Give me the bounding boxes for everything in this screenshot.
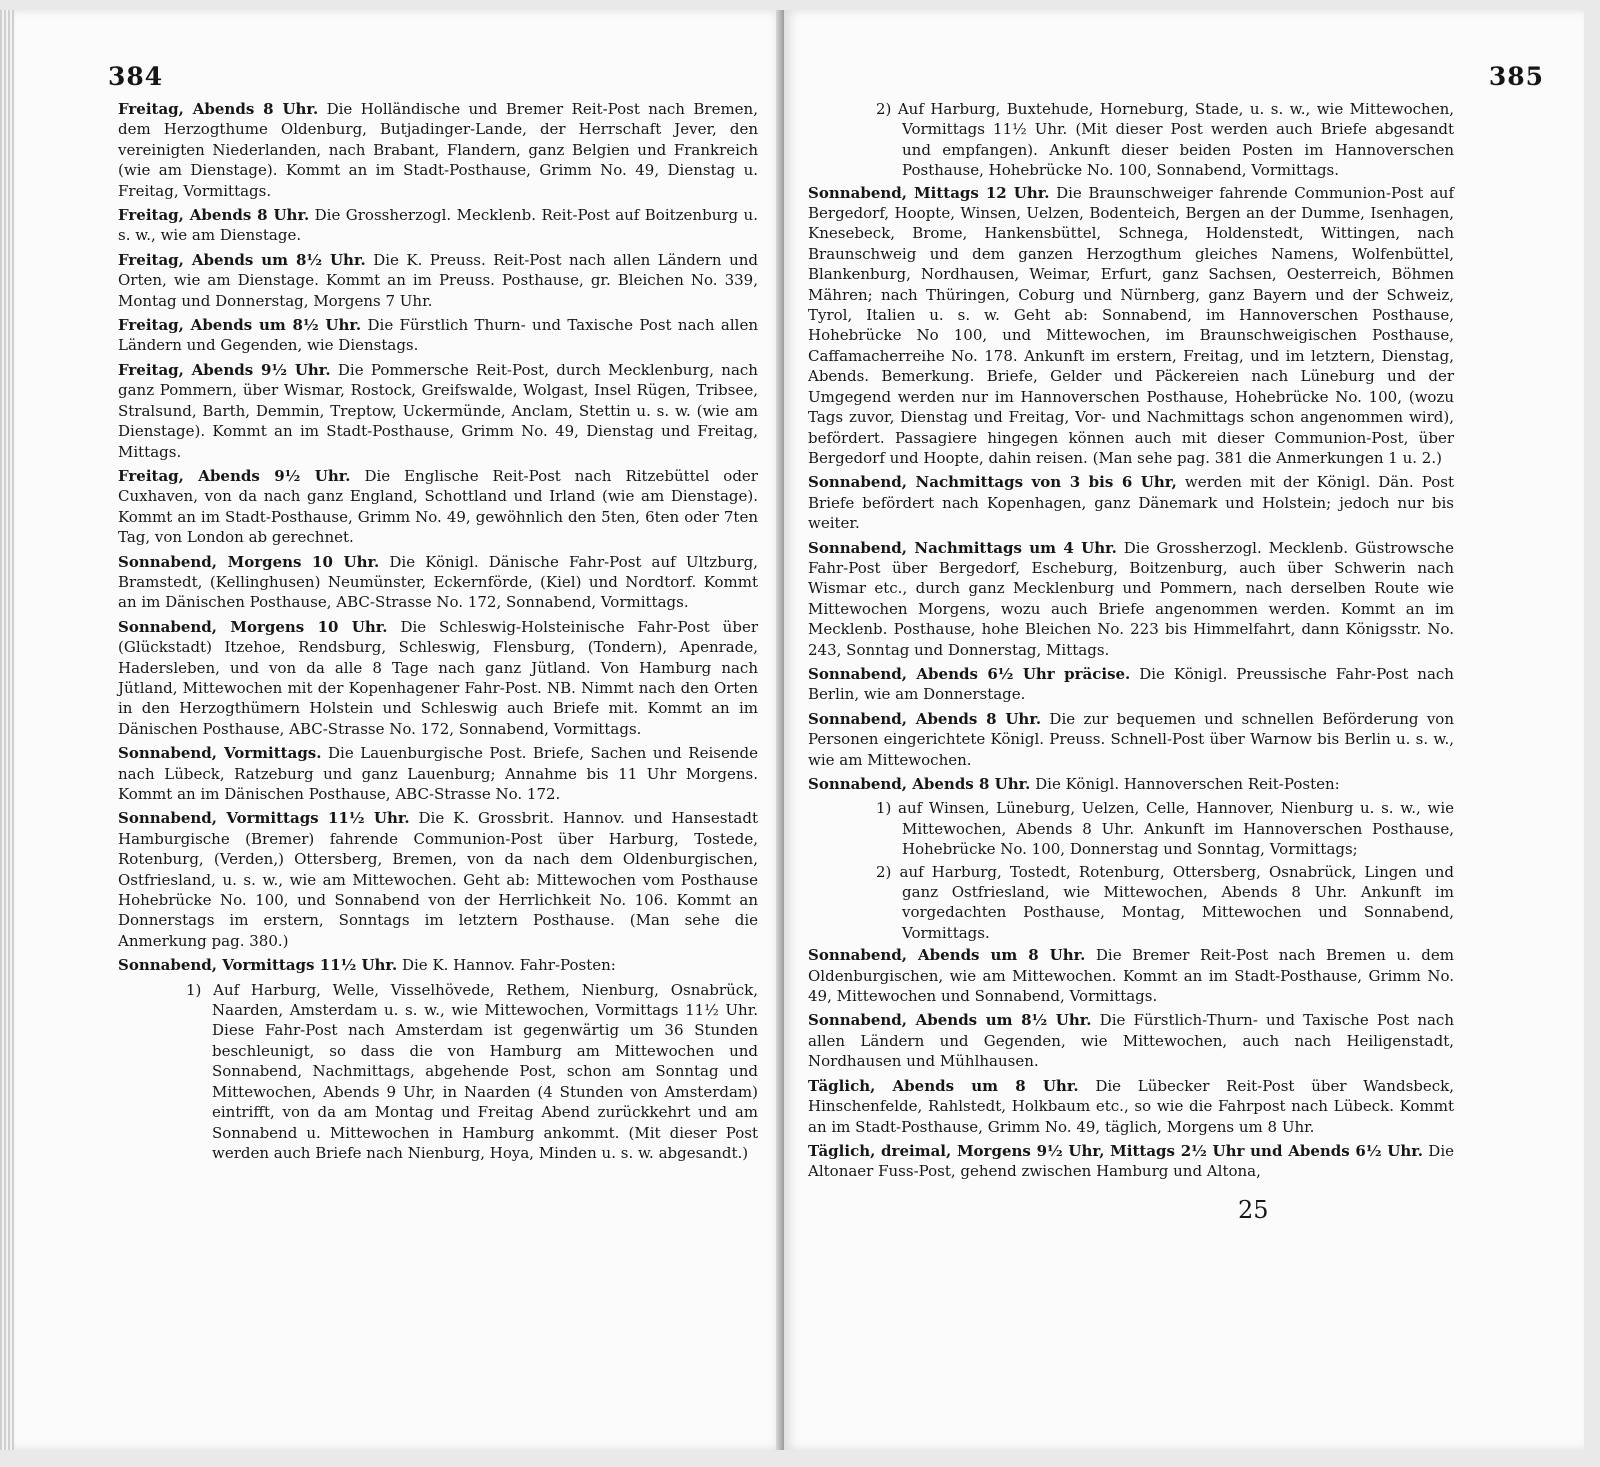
- schedule-entry: [118, 466, 758, 548]
- entry-time: Sonnabend, Abends 6½ Uhr präcise.: [808, 664, 1131, 683]
- schedule-entry: [808, 538, 1454, 660]
- page-number: 385: [1488, 62, 1544, 91]
- entry-text: Die Lauenburgische Post. Briefe, Sachen und Reisende nach Lübeck, Ratzeburg und ganz Lauenburg; Annahme bis 11 Uhr Morgens. Kommt an im Dänischen Posthause, ABC-Strasse No. 172.: [118, 744, 758, 803]
- entry-text: Die Englische Reit-Post nach Ritzebüttel oder Cuxhaven, von da nach ganz England, Schottland und Irland (wie am Dienstage). Kommt an im Stadt-Posthause, Grimm No. 49, gewöhnlich den 5ten, 6ten oder 7ten Tag, von London ab gerechnet.: [118, 466, 758, 547]
- entry-text: Die Bremer Reit-Post nach Bremen u. dem Oldenburgischen, wie am Mittewochen. Kommt an im Stadt-Posthause, Grimm No. 49, Mittewochen und Sonnabend, Vormittags.: [808, 946, 1454, 1006]
- schedule-entry: [808, 664, 1454, 705]
- entry-text: werden mit der Königl. Dän. Post Briefe befördert nach Kopenhagen, ganz Dänemark und Holstein; jedoch nur bis weiter.: [808, 473, 1454, 533]
- schedule-entry: [118, 250, 758, 311]
- entry-time: Freitag, Abends 9½ Uhr.: [118, 360, 331, 379]
- entry-text: Die Königl. Dänische Fahr-Post auf Ultzburg, Bramstedt, (Kellinghusen) Neumünster, Eckernförde, (Kiel) und Nordtorf. Kommt an im Dänischen Posthause, ABC-Strasse No. 172, Sonnabend, Vormittags.: [118, 552, 758, 612]
- entry-text: Die Braunschweiger fahrende Communion-Post auf Bergedorf, Hoopte, Winsen, Uelzen, Bodenteich, Bergen an der Dumme, Isenhagen, Knesebeck, Brome, Hankensbüttel, Schnega, Holdenstedt, Wittingen, nach Braunschweig und dem ganzen Herzogthum gleiches Namens, Wolfenbüttel, Blankenburg, Nordhausen, Weimar, Erfurt, ganz Sachsen, Oesterreich, Böhmen Mähren; nach Thüringen, Coburg und Nürnberg, ganz Bayern und der Schweiz, Tyrol, Italien u. s. w. Geht ab: Sonnabend, im Hannoverschen Posthause, Hohebrücke No 100, und Mittewochen, im Braunschweigischen Posthause, Caffamacherreihe No. 178. Ankunft im erstern, Freitag, und im letztern, Dienstag, Abends. Bemerkung. Briefe, Gelder und Päckereien nach Lüneburg und der Umgegend werden nur im Hannoverschen Posthause, Hohebrücke No. 100, (wozu Tags zuvor, Dienstag und Freitag, Vor- und Nachmittags schon angenommen wird), befördert. Passagiere hingegen können auch mit dieser Communion-Post, über Bergedorf und Hoopte, dahin reisen. (Man sehe pag. 381 die Anmerkungen 1 u. 2.): [808, 183, 1454, 467]
- schedule-entry: [808, 774, 1454, 794]
- entry-text: Die zur bequemen und schnellen Beförderung von Personen eingerichtete Königl. Preuss. Schnell-Post über Warnow bis Berlin u. s. w., wie am Mittewochen.: [808, 709, 1454, 769]
- entry-text: Die K. Grossbrit. Hannov. und Hansestadt Hamburgische (Bremer) fahrende Communion-Post über Harburg, Tostede, Rotenburg, (Verden,) Ottersberg, Bremen, von da nach dem Oldenburgischen, Ostfriesland, u. s. w., wie am Mittewochen. Geht ab: Mittewochen vom Posthause Hohebrücke No. 100, und Sonnabend von der Herrlichkeit No. 106. Kommt an Donnerstags im erstern, Sonntags im letztern Posthause. (Man sehe die Anmerkung pag. 380.): [118, 809, 759, 950]
- subitem-list: [808, 798, 1454, 943]
- entry-time: Sonnabend, Nachmittags um 4 Uhr.: [808, 538, 1117, 557]
- entry-text: Die Pommersche Reit-Post, durch Mecklenburg, nach ganz Pommern, über Wismar, Rostock, Greifswalde, Wolgast, Insel Rügen, Tribsee, Stralsund, Barth, Demmin, Treptow, Uckermünde, Anclam, Stettin u. s. w. (wie am Dienstage). Kommt an im Stadt-Posthause, Grimm No. 49, Dienstag und Freitag, Mittags.: [118, 360, 758, 461]
- schedule-entry: [118, 743, 758, 804]
- entry-time: Sonnabend, Vormittags 11½ Uhr.: [118, 956, 398, 975]
- entry-list: [808, 945, 1454, 1181]
- left-page: [14, 10, 784, 1450]
- schedule-entry: [118, 205, 758, 246]
- entry-time: Sonnabend, Abends um 8 Uhr.: [808, 946, 1086, 965]
- entry-time: Sonnabend, Vormittags.: [118, 744, 322, 763]
- entry-text: Die K. Hannov. Fahr-Posten:: [401, 956, 616, 975]
- schedule-entry: [118, 360, 758, 462]
- entry-text: Die Fürstlich Thurn- und Taxische Post nach allen Ländern und Gegenden, wie Dienstags.: [118, 316, 758, 355]
- entry-time: Freitag, Abends um 8½ Uhr.: [118, 250, 366, 269]
- schedule-entry: [118, 552, 758, 613]
- schedule-entry: [118, 99, 758, 201]
- entry-text: Die Grossherzogl. Mecklenb. Reit-Post auf Boitzenburg u. s. w., wie am Dienstage.: [118, 206, 758, 245]
- schedule-entry: [118, 808, 758, 951]
- schedule-entry: [808, 1076, 1454, 1137]
- subitem-list: [808, 99, 1454, 181]
- schedule-subitem: 2) Auf Harburg, Buxtehude, Horneburg, Stade, u. s. w., wie Mittewochen, Vormittags 11½ Uhr. (Mit dieser Post werden auch Briefe abgesandt und empfangen). Ankunft dieser beiden Posten im Hannoverschen Posthause, Hohebrücke No. 100, Sonnabend, Vormittags.: [876, 100, 1454, 180]
- schedule-entry: [808, 1141, 1454, 1182]
- entry-time: Sonnabend, Abends um 8½ Uhr.: [808, 1011, 1092, 1030]
- entry-time: Täglich, dreimal, Morgens 9½ Uhr, Mittags 2½ Uhr und Abends 6½ Uhr.: [808, 1141, 1423, 1160]
- entry-text: Die Grossherzogl. Mecklenb. Güstrowsche Fahr-Post über Bergedorf, Escheburg, Boitzenburg, auch über Schwerin nach Wismar etc., durch ganz Mecklenburg und Pommern, nach derselben Route wie Mittewochen Morgens, wozu auch Briefe angenommen werden. Kommt an im Mecklenb. Posthause, hohe Bleichen No. 223 bis Himmelfahrt, dann Königsstr. No. 243, Sonntag und Donnerstag, Mittags.: [808, 538, 1454, 659]
- entry-time: Freitag, Abends 9½ Uhr.: [118, 466, 351, 485]
- entry-text: Die Königl. Preussische Fahr-Post nach Berlin, wie am Donnerstage.: [808, 664, 1454, 704]
- schedule-entry: [808, 1010, 1454, 1071]
- entry-list: [808, 183, 1454, 795]
- schedule-entry: [808, 709, 1454, 770]
- signature-mark: 25: [1238, 1195, 1269, 1224]
- entry-time: Freitag, Abends um 8½ Uhr.: [118, 316, 362, 335]
- entry-text: Die K. Preuss. Reit-Post nach allen Ländern und Orten, wie am Dienstage. Kommt an im Preuss. Posthause, gr. Bleichen No. 339, Montag und Donnerstag, Morgens 7 Uhr.: [118, 250, 758, 310]
- entry-time: Freitag, Abends 8 Uhr.: [118, 206, 310, 225]
- entry-text: Die Königl. Hannoverschen Reit-Posten:: [1035, 775, 1340, 793]
- schedule-entry: [118, 955, 758, 975]
- subitem-list: [118, 980, 758, 1164]
- entry-time: Sonnabend, Mittags 12 Uhr.: [808, 183, 1050, 202]
- entry-time: Sonnabend, Abends 8 Uhr.: [808, 709, 1042, 728]
- entry-text: Die Holländische und Bremer Reit-Post nach Bremen, dem Herzogthume Oldenburg, Butjadinger-Lande, der Herrschaft Jever, den vereinigten Niederlanden, nach Brabant, Flandern, ganz Belgien und Frankreich (wie am Dienstage). Kommt an im Stadt-Posthause, Grimm No. 49, Dienstag u. Freitag, Vormittags.: [118, 100, 758, 200]
- entry-time: Sonnabend, Nachmittags von 3 bis 6 Uhr,: [808, 473, 1177, 492]
- entry-text: Die Fürstlich-Thurn- und Taxische Post nach allen Ländern und Gegenden, wie Mittewochen, auch nach Heiligenstadt, Nordhausen und Mühlhausen.: [808, 1011, 1454, 1071]
- entry-time: Freitag, Abends 8 Uhr.: [118, 100, 319, 118]
- entry-time: Sonnabend, Morgens 10 Uhr.: [118, 552, 380, 571]
- schedule-subitem: 1) Auf Harburg, Welle, Visselhövede, Rethem, Nienburg, Osnabrück, Naarden, Amsterdam u. s. w., wie Mittewochen, Vormittags 11½ Uhr. Diese Fahr-Post nach Amsterdam ist gegenwärtig um 36 Stunden beschleunigt, so dass die von Hamburg am Mittewochen und Sonnabend, Nachmittags, abgehende Post, schon am Sonntag und Mittewochen, Abends 9 Uhr, in Naarden (4 Stunden von Amsterdam) eintrifft, von da am Montag und Freitag Abend zurückkehrt und am Sonnabend u. Mittewochen in Hamburg ankommt. (Mit dieser Post werden auch Briefe nach Nienburg, Hoya, Minden u. s. w. abgesandt.): [186, 980, 758, 1162]
- entry-list: [118, 99, 758, 976]
- entry-time: Täglich, Abends um 8 Uhr.: [808, 1076, 1079, 1095]
- schedule-entry: [118, 617, 758, 739]
- entry-time: Sonnabend, Vormittags 11½ Uhr.: [118, 809, 410, 828]
- schedule-subitem: 1) auf Winsen, Lüneburg, Uelzen, Celle, Hannover, Nienburg u. s. w., wie Mittewochen, Abends 8 Uhr. Ankunft im Hannoverschen Posthause, Hohebrücke No. 100, Donnerstag und Sonntag, Vormittags;: [876, 799, 1454, 859]
- entry-text: Die Altonaer Fuss-Post, gehend zwischen Hamburg und Altona,: [808, 1141, 1454, 1181]
- schedule-entry: [808, 183, 1454, 469]
- right-page: [784, 10, 1584, 1450]
- schedule-entry: [808, 472, 1454, 533]
- entry-time: Sonnabend, Abends 8 Uhr.: [808, 775, 1031, 793]
- schedule-entry: [808, 945, 1454, 1006]
- page-number: 384: [108, 62, 164, 91]
- entry-text: Die Lübecker Reit-Post über Wandsbeck, Hinschenfelde, Rahlstedt, Holkbaum etc., so wie die Fahrpost nach Lübeck. Kommt an im Stadt-Posthause, Grimm No. 49, täglich, Morgens um 8 Uhr.: [808, 1076, 1455, 1136]
- schedule-entry: [118, 315, 758, 356]
- entry-text: Die Schleswig-Holsteinische Fahr-Post über (Glückstadt) Itzehoe, Rendsburg, Schleswig, Flensburg, (Tondern), Apenrade, Hadersleben, und von da alle 8 Tage nach ganz Jütland. Von Hamburg nach Jütland, Mittewochen mit der Kopenhagener Fahr-Post. NB. Nimmt nach den Orten in den Herzogthümern Holstein und Schleswig auch Briefe mit. Kommt an im Dänischen Posthause, ABC-Strasse No. 172, Sonnabend, Vormittags.: [118, 617, 758, 738]
- entry-time: Sonnabend, Morgens 10 Uhr.: [118, 617, 388, 636]
- schedule-subitem: 2) auf Harburg, Tostedt, Rotenburg, Ottersberg, Osnabrück, Lingen und ganz Ostfriesland, wie Mittewochen, Abends 8 Uhr. Ankunft im vorgedachten Posthause, Montag, Mittewochen und Sonnabend, Vormittags.: [876, 862, 1454, 942]
